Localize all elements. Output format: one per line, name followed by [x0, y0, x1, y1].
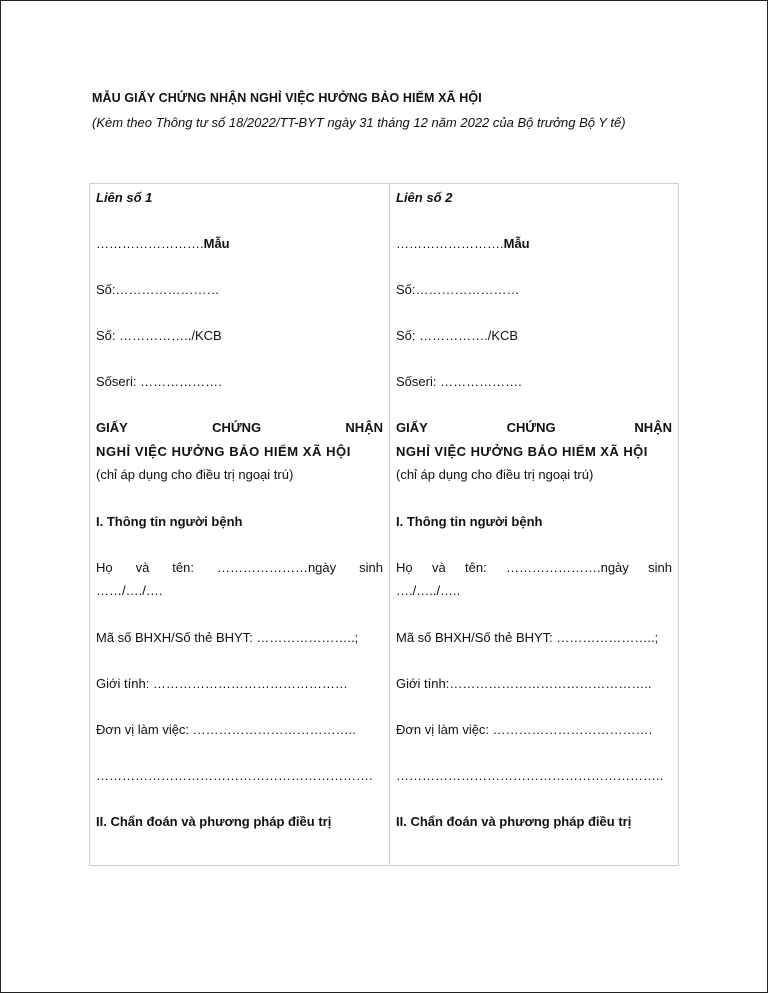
- copy-1-column: [90, 184, 390, 865]
- copy-1-blank-dots-line: ……………………………………………………….: [96, 768, 373, 783]
- copy-2-certificate-title-line-2: NGHỈ VIỆC HƯỞNG BẢO HIỂM XÃ HỘI: [396, 444, 648, 459]
- copy-2-kcb-number: Số: ……………./KCB: [396, 328, 519, 343]
- name-word: sinh: [359, 560, 383, 575]
- copy-1-certificate-title-line-2: NGHỈ VIỆC HƯỞNG BẢO HIỂM XÃ HỘI: [96, 444, 351, 459]
- form-code-label: Mẫu: [203, 236, 230, 251]
- name-word: tên:: [464, 560, 487, 575]
- copy-1-dob-dots: ……/…./….: [96, 583, 163, 598]
- copy-1-form-code: [96, 236, 383, 252]
- title-word: CHỨNG: [506, 420, 556, 435]
- copy-2-serial-number: Sốseri: ……………….: [396, 374, 522, 389]
- copy-1-bhxh-field: Mã số BHXH/Số thẻ BHYT: …………………..;: [96, 630, 359, 645]
- name-word: ………………….ngày: [505, 560, 629, 575]
- copy-2-name-dob-field: [396, 560, 672, 576]
- title-word: GIẤY: [396, 420, 428, 435]
- title-word: NHẬN: [634, 420, 672, 435]
- form-code-label: Mẫu: [503, 236, 530, 251]
- copy-1-name-dob-field: [96, 560, 383, 576]
- document-title: MẪU GIẤY CHỨNG NHẬN NGHỈ VIỆC HƯỞNG BẢO HIỂM XÃ HỘI: [92, 91, 482, 105]
- form-code-dots: …………………….: [96, 236, 204, 251]
- copy-1-section-patient-info: I. Thông tin người bệnh: [96, 514, 243, 529]
- copy-2-number: Số:……………………: [396, 282, 520, 297]
- copy-2-outpatient-note: (chỉ áp dụng cho điều trị ngoại trú): [396, 467, 594, 482]
- copy-1-gender-field: Giới tính: ………………………………………: [96, 676, 348, 691]
- copy-2-form-code: [396, 236, 672, 252]
- name-word: Họ: [396, 560, 413, 575]
- copy-2-heading: Liên số 2: [396, 190, 453, 205]
- name-word: và: [431, 560, 446, 575]
- copy-1-workplace-field: Đơn vị làm việc: ………………………………..: [96, 722, 356, 737]
- copy-2-bhxh-field: Mã số BHXH/Số thẻ BHYT: …………………..;: [396, 630, 659, 645]
- document-subtitle: (Kèm theo Thông tư số 18/2022/TT-BYT ngày 31 tháng 12 năm 2022 của Bộ trưởng Bộ Y tế): [92, 115, 626, 130]
- copy-2-column: [390, 184, 678, 865]
- copy-1-serial-number: Sốseri: ……………….: [96, 374, 222, 389]
- name-word: và: [135, 560, 150, 575]
- name-word: …………………ngày: [216, 560, 337, 575]
- name-word: tên:: [172, 560, 194, 575]
- title-word: NHẬN: [345, 420, 383, 435]
- copy-2-gender-field: Giới tính:………………………………………..: [396, 676, 652, 691]
- copy-1-number: Số:……………………: [96, 282, 220, 297]
- copy-2-dob-dots: …./…../…..: [396, 583, 461, 598]
- copy-1-heading: Liên số 1: [96, 190, 153, 205]
- copy-1-kcb-number: Số: ……………../KCB: [96, 328, 222, 343]
- copy-2-section-diagnosis: II. Chẩn đoán và phương pháp điều trị: [396, 814, 632, 829]
- copy-2-workplace-field: Đơn vị làm việc: ……………………………….: [396, 722, 653, 737]
- copy-2-certificate-title-line-1: [396, 420, 672, 436]
- title-word: CHỨNG: [212, 420, 262, 435]
- copy-1-outpatient-note: (chỉ áp dụng cho điều trị ngoại trú): [96, 467, 294, 482]
- name-word: Họ: [96, 560, 113, 575]
- certificate-form-table: [89, 183, 679, 866]
- copy-2-blank-dots-line: ……………………………………………………..: [396, 768, 664, 783]
- title-word: GIẤY: [96, 420, 128, 435]
- copy-1-section-diagnosis: II. Chẩn đoán và phương pháp điều trị: [96, 814, 332, 829]
- copy-1-certificate-title-line-1: [96, 420, 383, 436]
- copy-2-section-patient-info: I. Thông tin người bệnh: [396, 514, 543, 529]
- form-code-dots: …………………….: [396, 236, 504, 251]
- name-word: sinh: [648, 560, 672, 575]
